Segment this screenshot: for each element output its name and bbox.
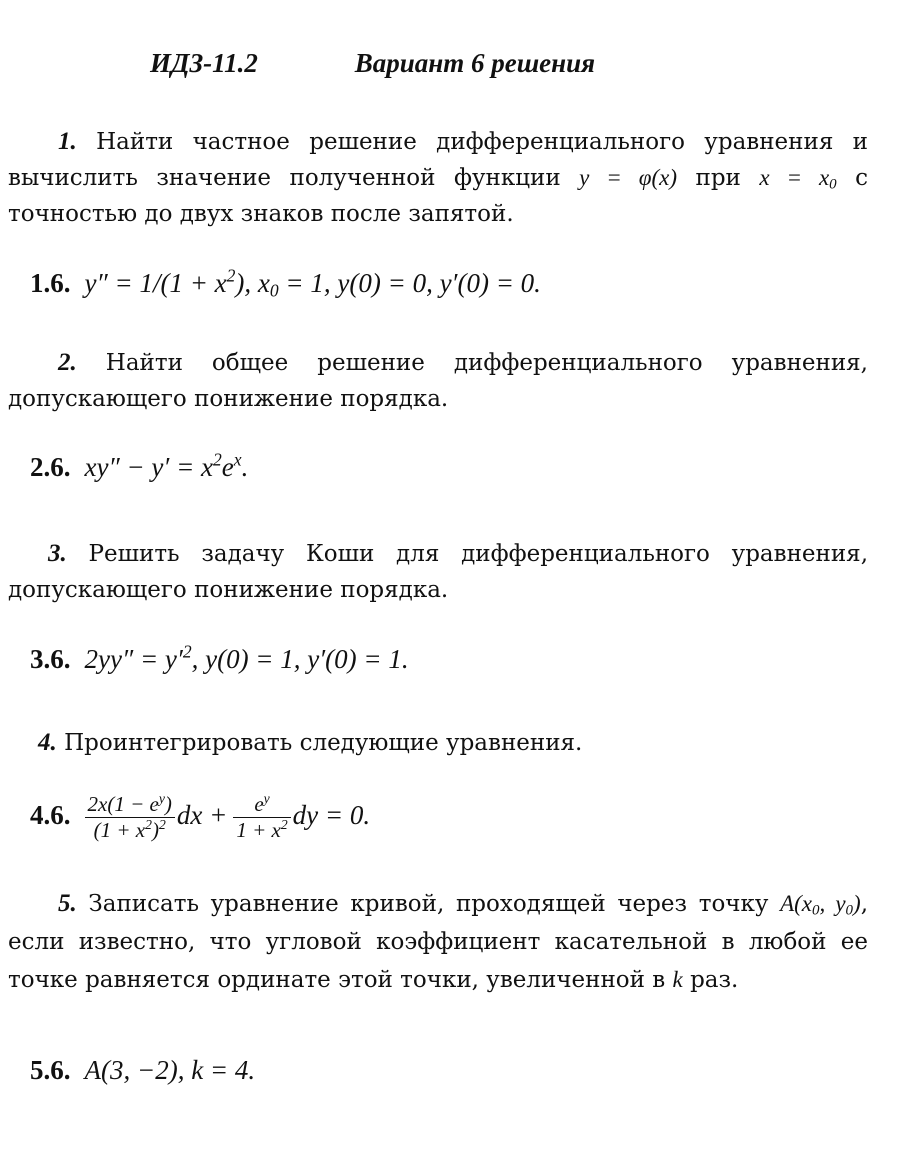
equation-part: dx + bbox=[176, 799, 228, 830]
task-5 bbox=[8, 885, 868, 999]
task-text: Найти частное решение дифференциального уравнения и вычислить значение полученной функции bbox=[8, 129, 868, 191]
task-math: y = φ(x) bbox=[579, 165, 677, 190]
variant-label: Вариант 6 решения bbox=[354, 48, 596, 78]
equation-sup: x bbox=[233, 449, 242, 470]
equation-label: 2.6. bbox=[30, 452, 71, 482]
equation-5-6 bbox=[30, 1055, 255, 1086]
equation-sup: 2 bbox=[226, 265, 236, 286]
math-part: e bbox=[254, 792, 264, 816]
equation-3-6 bbox=[30, 641, 409, 675]
math-sup: y bbox=[158, 790, 165, 806]
fraction-2 bbox=[233, 792, 290, 843]
equation-part: = 1, y(0) = 0, y′(0) = 0. bbox=[278, 268, 541, 298]
task-number: 1. bbox=[58, 128, 77, 155]
document-title: ИДЗ-11.2 bbox=[150, 48, 258, 78]
task-number: 2. bbox=[58, 349, 77, 376]
task-text: раз. bbox=[682, 967, 739, 993]
equation-part: y″ = 1/(1 + x bbox=[84, 268, 227, 298]
task-text: Решить задачу Коши для дифференциального уравнения, допускающего понижение порядка. bbox=[8, 541, 869, 603]
equation-sup: 2 bbox=[182, 641, 192, 662]
equation-part: 2yy″ = y′ bbox=[84, 644, 183, 674]
equation-sub: 0 bbox=[269, 280, 279, 301]
task-4 bbox=[8, 725, 868, 761]
equation-part: A(3, −2), k = 4. bbox=[84, 1055, 256, 1085]
equation-part: e bbox=[221, 452, 234, 482]
task-text: с точностью до двух знаков после запятой. bbox=[8, 165, 868, 227]
equation-part: , y(0) = 1, y′(0) = 1. bbox=[191, 644, 409, 674]
task-math: x = x bbox=[759, 165, 830, 190]
math-part: 2x(1 − e bbox=[87, 792, 159, 816]
equation-part: dy = 0. bbox=[292, 799, 371, 830]
math-part: (1 + x bbox=[93, 818, 146, 842]
equation-part: . bbox=[241, 452, 249, 482]
math-part: 1 + x bbox=[236, 818, 281, 842]
task-math-sub: 0 bbox=[845, 902, 854, 919]
task-math: ) bbox=[853, 891, 861, 916]
fraction-denominator bbox=[233, 818, 290, 843]
task-2 bbox=[8, 345, 868, 417]
equation-label: 3.6. bbox=[30, 644, 71, 674]
task-text: Найти общее решение дифференциального уравнения, допускающего понижение порядка. bbox=[8, 350, 868, 412]
equation-2-6 bbox=[30, 449, 249, 483]
fraction-1 bbox=[85, 792, 175, 843]
equation-label: 5.6. bbox=[30, 1055, 71, 1085]
task-number: 5. bbox=[58, 890, 77, 917]
task-math: k bbox=[672, 967, 683, 992]
document-header bbox=[150, 48, 595, 79]
task-1 bbox=[8, 124, 868, 232]
equation-4-6 bbox=[30, 792, 370, 843]
equation-label: 4.6. bbox=[30, 799, 71, 830]
task-math: A(x bbox=[780, 891, 812, 916]
fraction-numerator bbox=[233, 792, 290, 818]
equation-sup: 2 bbox=[213, 449, 222, 470]
task-number: 3. bbox=[48, 540, 67, 567]
task-number: 4. bbox=[38, 729, 57, 756]
equation-label: 1.6. bbox=[30, 268, 71, 298]
math-sup: 2 bbox=[280, 816, 288, 832]
equation-part: xy″ − y′ = x bbox=[84, 452, 214, 482]
fraction-numerator bbox=[85, 792, 175, 818]
task-text: при bbox=[677, 165, 760, 191]
math-part: ) bbox=[151, 818, 159, 842]
task-text: Проинтегрировать следующие уравнения. bbox=[64, 730, 583, 756]
math-part: ) bbox=[164, 792, 172, 816]
task-text: , если известно, что угловой коэффициент касательной в любой ее точке равняется ординате этой точки, увеличенной в bbox=[8, 891, 868, 993]
equation-part: ), x bbox=[235, 268, 270, 298]
task-math: , y bbox=[819, 891, 846, 916]
task-math-sub: 0 bbox=[812, 902, 820, 919]
math-sup: 2 bbox=[145, 816, 152, 832]
math-sup: y bbox=[263, 790, 270, 806]
fraction-denominator bbox=[85, 818, 175, 843]
task-text: Записать уравнение кривой, проходящей через точку bbox=[88, 891, 781, 917]
task-math-sub: 0 bbox=[829, 176, 837, 193]
math-sup: 2 bbox=[158, 816, 166, 832]
task-3 bbox=[8, 536, 868, 608]
equation-1-6 bbox=[30, 265, 541, 301]
